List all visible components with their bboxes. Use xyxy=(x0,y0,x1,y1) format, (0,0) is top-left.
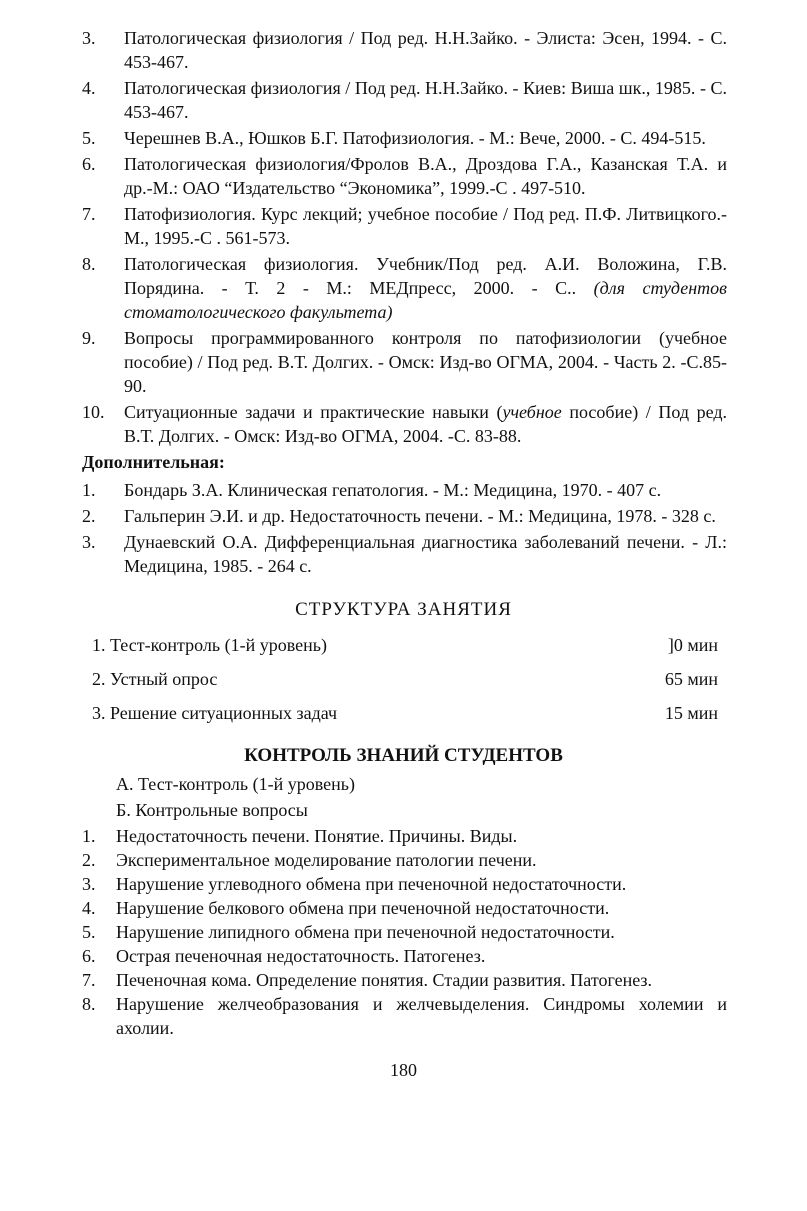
additional-references-list xyxy=(82,478,727,578)
list-item: 4. Патологическая физиология / Под ред. Н.Н.Зайко. - Киев: Виша шк., 1985. - С. 453-467. xyxy=(82,78,727,122)
structure-row: 1. Тест-контроль (1-й уровень) ]0 мин xyxy=(92,635,718,655)
list-item: 2. Экспериментальное моделирование патологии печени. xyxy=(82,850,537,870)
control-sub-a: А. Тест-контроль (1-й уровень) xyxy=(116,774,355,794)
control-questions-list xyxy=(82,824,727,1040)
list-item: 3. Нарушение углеводного обмена при печеночной недостаточности. xyxy=(82,874,627,894)
list-item: 1. Недостаточность печени. Понятие. Причины. Виды. xyxy=(82,826,518,846)
additional-heading: Дополнительная: xyxy=(82,452,225,472)
list-item: 8. Нарушение желчеобразования и желчевыделения. Синдромы холемии и ахолии. xyxy=(82,994,727,1038)
list-item: 7. Печеночная кома. Определение понятия. Стадии развития. Патогенез. xyxy=(82,970,653,990)
list-item: 1. Бондарь З.А. Клиническая гепатология. - М.: Медицина, 1970. - 407 с. xyxy=(82,480,662,500)
list-item: 9. Вопросы программированного контроля по патофизиологии (учебное пособие) / Под ред. В.Т. Долгих. - Омск: Изд-во ОГМА, 2004. - Часть 2. -С.85-90. xyxy=(82,328,727,396)
page-number: 180 xyxy=(390,1060,417,1080)
list-item: 10. Ситуационные задачи и практические навыки (учебное пособие) / Под ред. В.Т. Долгих. - Омск: Изд-во ОГМА, 2004. -С. 83-88. xyxy=(82,402,727,446)
list-item: 5. Нарушение липидного обмена при печеночной недостаточности. xyxy=(82,922,615,942)
list-item: 5. Черешнев В.А., Юшков Б.Г. Патофизиология. - М.: Вече, 2000. - С. 494-515. xyxy=(82,128,706,148)
list-item: 2. Гальперин Э.И. и др. Недостаточность печени. - М.: Медицина, 1978. - 328 с. xyxy=(82,506,716,526)
list-item: 6. Острая печеночная недостаточность. Патогенез. xyxy=(82,946,486,966)
structure-row: 3. Решение ситуационных задач 15 мин xyxy=(92,703,718,723)
list-item: 3. Дунаевский О.А. Дифференциальная диагностика заболеваний печени. - Л.: Медицина, 1985. - 264 с. xyxy=(82,532,727,576)
document-page xyxy=(0,26,807,1082)
list-item: 3. Патологическая физиология / Под ред. Н.Н.Зайко. - Элиста: Эсен, 1994. - С. 453-467. xyxy=(82,28,727,72)
structure-row: 2. Устный опрос 65 мин xyxy=(92,669,718,689)
list-item: 8. Патологическая физиология. Учебник/Под ред. А.И. Воложина, Г.В. Порядина. - Т. 2 - М.: МЕДпресс, 2000. - С.. (для студентов стоматологического факультета) xyxy=(82,254,727,322)
list-item: 7. Патофизиология. Курс лекций; учебное пособие / Под ред. П.Ф. Литвицкого.-М., 1995.-С . 561-573. xyxy=(82,204,727,248)
main-references-list xyxy=(82,26,727,448)
control-title: КОНТРОЛЬ ЗНАНИЙ СТУДЕНТОВ xyxy=(244,745,563,766)
control-sub-b: Б. Контрольные вопросы xyxy=(116,800,308,820)
list-item: 6. Патологическая физиология/Фролов В.А., Дроздова Г.А., Казанская Т.А. и др.-М.: ОАО “Издательство “Экономика”, 1999.-С . 497-510. xyxy=(82,154,727,198)
list-item: 4. Нарушение белкового обмена при печеночной недостаточности. xyxy=(82,898,610,918)
structure-title: СТРУКТУРА ЗАНЯТИЯ xyxy=(295,599,512,620)
